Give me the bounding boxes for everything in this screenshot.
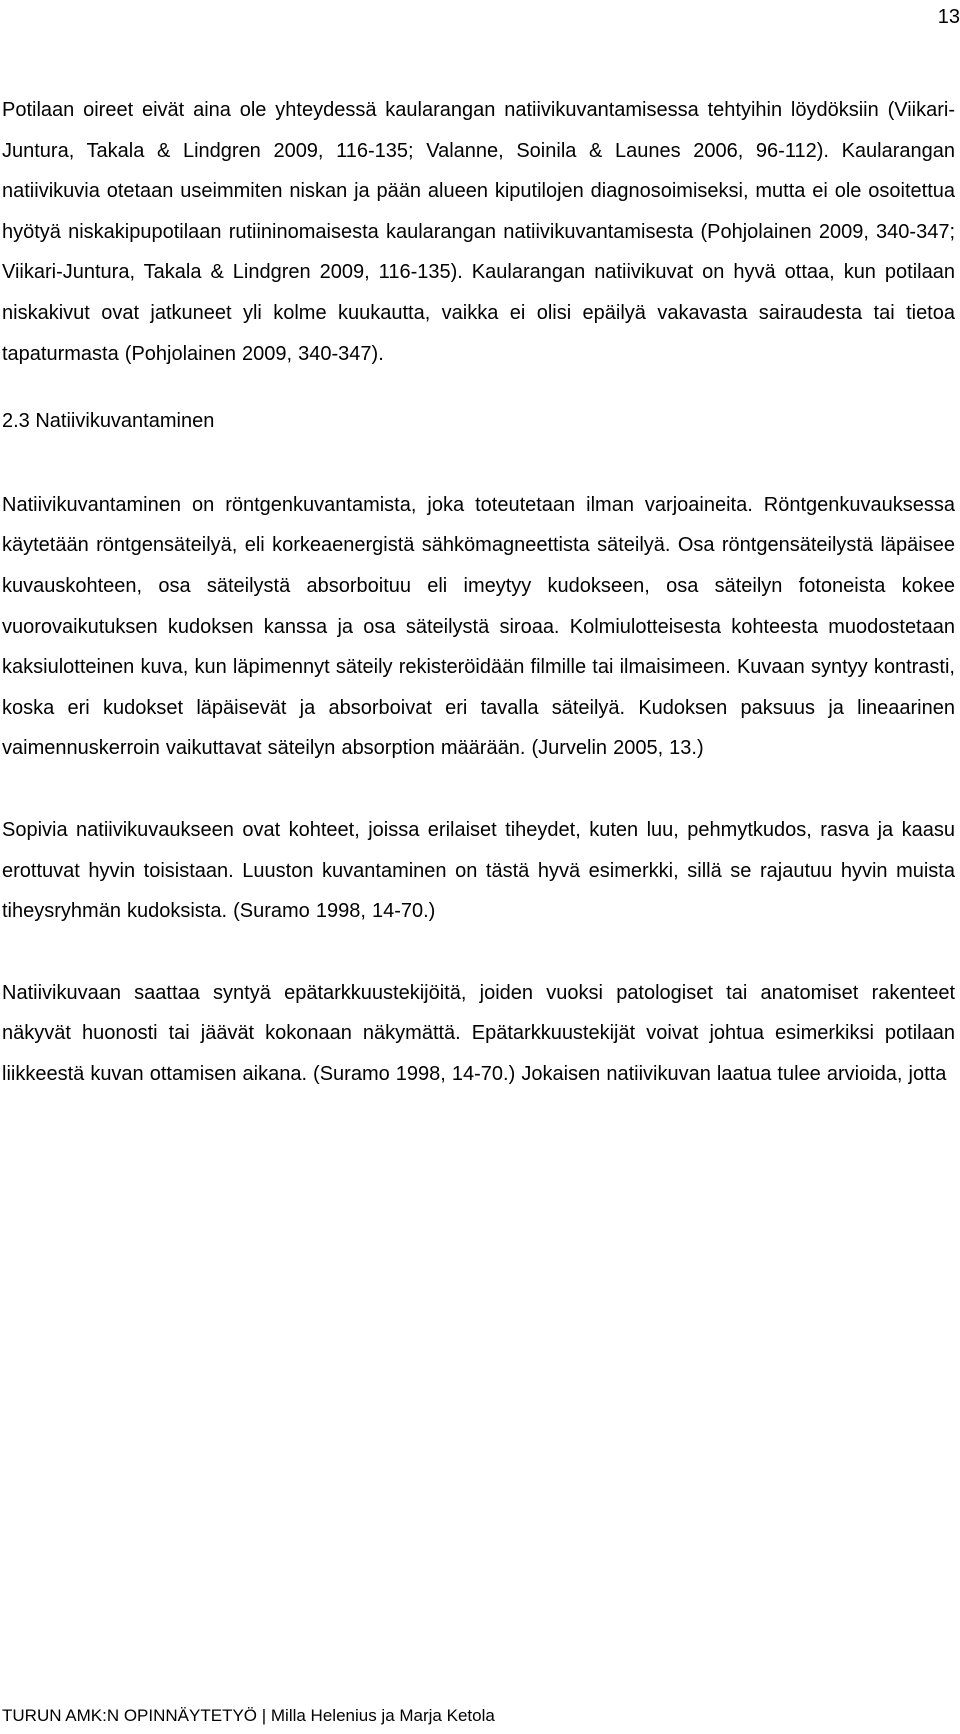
paragraph-epatarkkuus: Natiivikuvaan saattaa syntyä epätarkkuustekijöitä, joiden vuoksi patologiset tai anatomiset rakenteet näkyvät huonosti tai jäävät kokonaan näkymättä. Epätarkkuustekijät voivat johtua esimerkiksi potilaan liikkeestä kuvan ottamisen aikana. (Suramo 1998, 14-70.) Jokaisen natiivikuvan laatua tulee arvioida, jotta xyxy=(2,981,955,1085)
page-footer: TURUN AMK:N OPINNÄYTETYÖ | Milla Helenius ja Marja Ketola xyxy=(2,1706,495,1725)
document-body xyxy=(2,90,955,1094)
paragraph-gap xyxy=(2,442,955,485)
section-heading: 2.3 Natiivikuvantaminen xyxy=(2,410,215,433)
paragraph-natiivikuvantaminen: Natiivikuvantaminen on röntgenkuvantamista, joka toteutetaan ilman varjoaineita. Röntgenkuvauksessa käytetään röntgensäteilyä, eli korkeaenergistä sähkömagneettista säteilyä. Osa röntgensäteilystä läpäisee kuvauskohteen, osa säteilystä absorboituu eli imeytyy kudokseen, osa säteilyn fotoneista kokee vuorovaikutuksen kudoksen kanssa ja osa säteilystä siroaa. Kolmiulotteisesta kohteesta muodostetaan kaksiulotteinen kuva, kun läpimennyt säteily rekisteröidään filmille tai ilmaisimeen. Kuvaan syntyy kontrasti, koska eri kudokset läpäisevät ja absorboivat eri tavalla säteilyä. Kudoksen paksuus ja lineaarinen vaimennuskerroin vaikuttavat säteilyn absorption määrään. (Jurvelin 2005, 13.) xyxy=(2,493,955,760)
paragraph-gap xyxy=(2,932,955,973)
paragraph-oireet: Potilaan oireet eivät aina ole yhteydessä kaularangan natiivikuvantamisessa tehtyihin löydöksiin (Viikari-Juntura, Takala & Lindgren 2009, 116-135; Valanne, Soinila & Launes 2006, 96-112). Kaularangan natiivikuvia otetaan useimmiten niskan ja pään alueen kiputilojen diagnosoimiseksi, mutta ei ole osoitettua hyötyä niskakipupotilaan rutiininomaisesta kaularangan natiivikuvantamisesta (Pohjolainen 2009, 340-347; Viikari-Juntura, Takala & Lindgren 2009, 116-135). Kaularangan natiivikuvat on hyvä ottaa, kun potilaan niskakivut ovat jatkuneet yli kolme kuukautta, vaikka ei olisi epäilyä vakavasta sairaudesta tai tietoa tapaturmasta (Pohjolainen 2009, 340-347). xyxy=(2,99,955,365)
paragraph-sopivia: Sopivia natiivikuvaukseen ovat kohteet, joissa erilaiset tiheydet, kuten luu, pehmytkudos, rasva ja kaasu erottuvat hyvin toisistaan. Luuston kuvantaminen on tästä hyvä esimerkki, sillä se rajautuu hyvin muista tiheysryhmän kudoksista. (Suramo 1998, 14-70.) xyxy=(2,818,955,923)
paragraph-gap xyxy=(2,374,955,401)
page-number: 13 xyxy=(937,6,960,28)
paragraph-gap xyxy=(2,769,955,810)
